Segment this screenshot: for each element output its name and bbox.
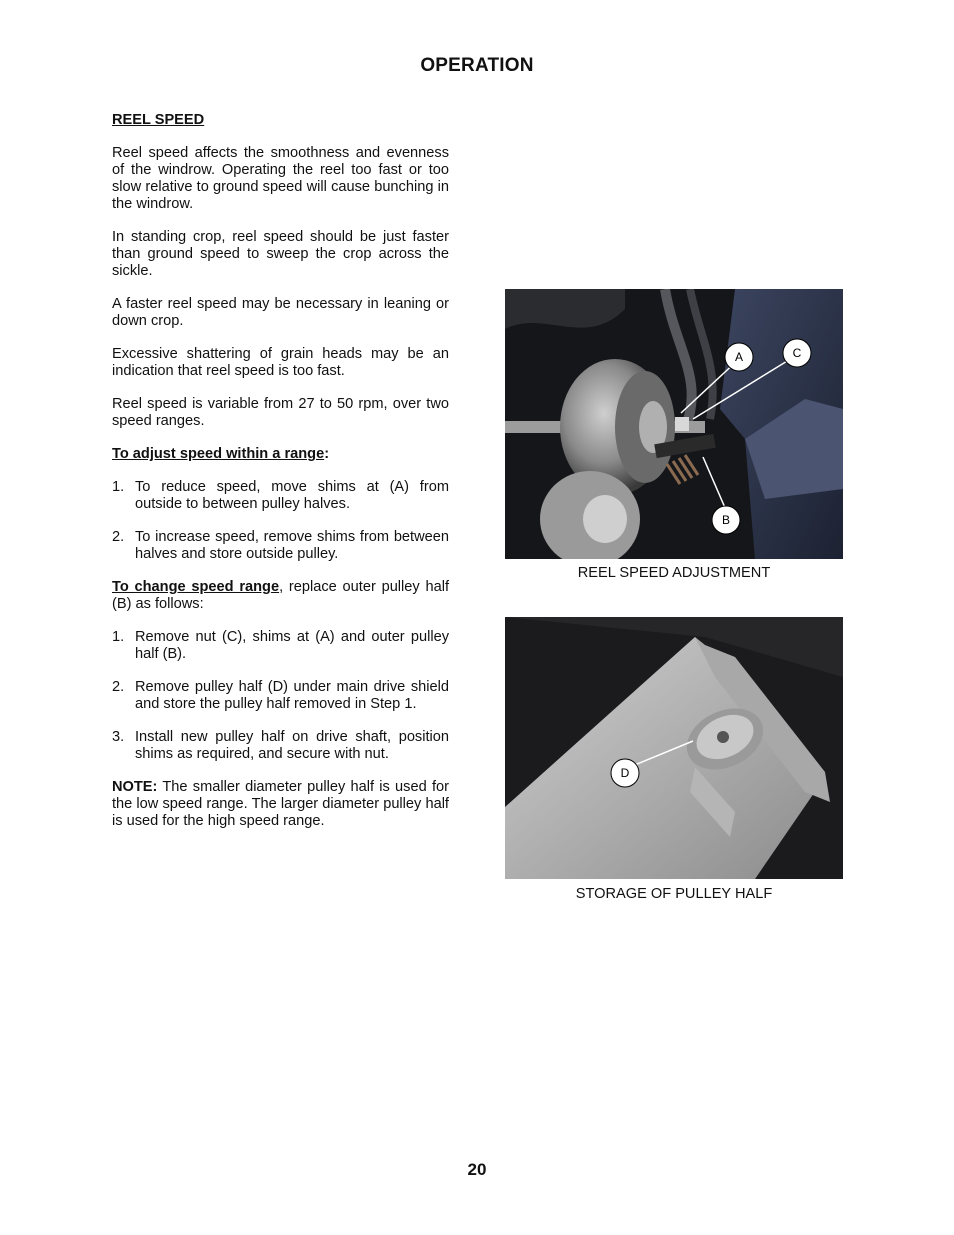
- list-text: Remove nut (C), shims at (A) and outer pulley half (B).: [135, 629, 449, 662]
- adjust-speed-heading-text: To adjust speed within a range: [112, 446, 325, 462]
- svg-text:D: D: [620, 766, 630, 780]
- svg-text:B: B: [721, 513, 731, 527]
- list-item: [112, 629, 449, 663]
- list-item: [112, 679, 449, 713]
- callout-b: [712, 506, 740, 534]
- list-text: Remove pulley half (D) under main drive shield and store the pulley half removed in Step 1.: [135, 679, 449, 712]
- change-speed-heading: [112, 579, 449, 613]
- paragraph: A faster reel speed may be necessary in leaning or down crop.: [112, 296, 449, 329]
- svg-text:C: C: [792, 346, 802, 360]
- section-heading: REEL SPEED: [112, 112, 205, 128]
- list-number: 1.: [112, 629, 125, 645]
- note-label: NOTE:: [112, 779, 158, 795]
- paragraph: Reel speed affects the smoothness and evenness of the windrow. Operating the reel too fast or too slow relative to ground speed will cause bunching in the windrow.: [112, 145, 449, 212]
- change-speed-heading-text: To change speed range: [112, 579, 280, 595]
- page-title: OPERATION: [420, 55, 534, 76]
- figure-caption: STORAGE OF PULLEY HALF: [575, 886, 773, 902]
- svg-text:A: A: [734, 350, 744, 364]
- change-speed-heading-suffix: , replace outer pulley half (B) as follows:: [112, 579, 450, 612]
- adjust-speed-heading-suffix: :: [324, 446, 330, 462]
- list-text: To increase speed, remove shims from between halves and store outside pulley.: [135, 529, 449, 562]
- list-number: 1.: [112, 479, 125, 495]
- paragraph: Excessive shattering of grain heads may be an indication that reel speed is too fast.: [112, 346, 449, 379]
- list-number: 2.: [112, 529, 125, 545]
- page-number: 20: [467, 1160, 487, 1179]
- paragraph: In standing crop, reel speed should be just faster than ground speed to sweep the crop across the sickle.: [112, 229, 449, 279]
- paragraph: Reel speed is variable from 27 to 50 rpm, over two speed ranges.: [112, 396, 449, 429]
- list-item: [112, 479, 449, 513]
- body-text-column: [112, 112, 449, 846]
- callout-a: [725, 343, 753, 371]
- storage-of-pulley-half-photo: [505, 617, 843, 879]
- adjust-speed-heading: [112, 446, 449, 463]
- figure-caption: REEL SPEED ADJUSTMENT: [577, 565, 771, 581]
- note: [112, 779, 449, 830]
- list-number: 2.: [112, 679, 125, 695]
- callout-c: [783, 339, 811, 367]
- note-text: The smaller diameter pulley half is used for the low speed range. The larger diameter pulley half is used for the high speed range.: [112, 779, 449, 829]
- list-item: [112, 529, 449, 563]
- list-text: To reduce speed, move shims at (A) from outside to between pulley halves.: [135, 479, 449, 512]
- list-number: 3.: [112, 729, 125, 745]
- reel-speed-adjustment-photo: [505, 289, 843, 559]
- list-item: [112, 729, 449, 763]
- callout-d: [611, 759, 639, 787]
- list-text: Install new pulley half on drive shaft, position shims as required, and secure with nut.: [135, 729, 449, 762]
